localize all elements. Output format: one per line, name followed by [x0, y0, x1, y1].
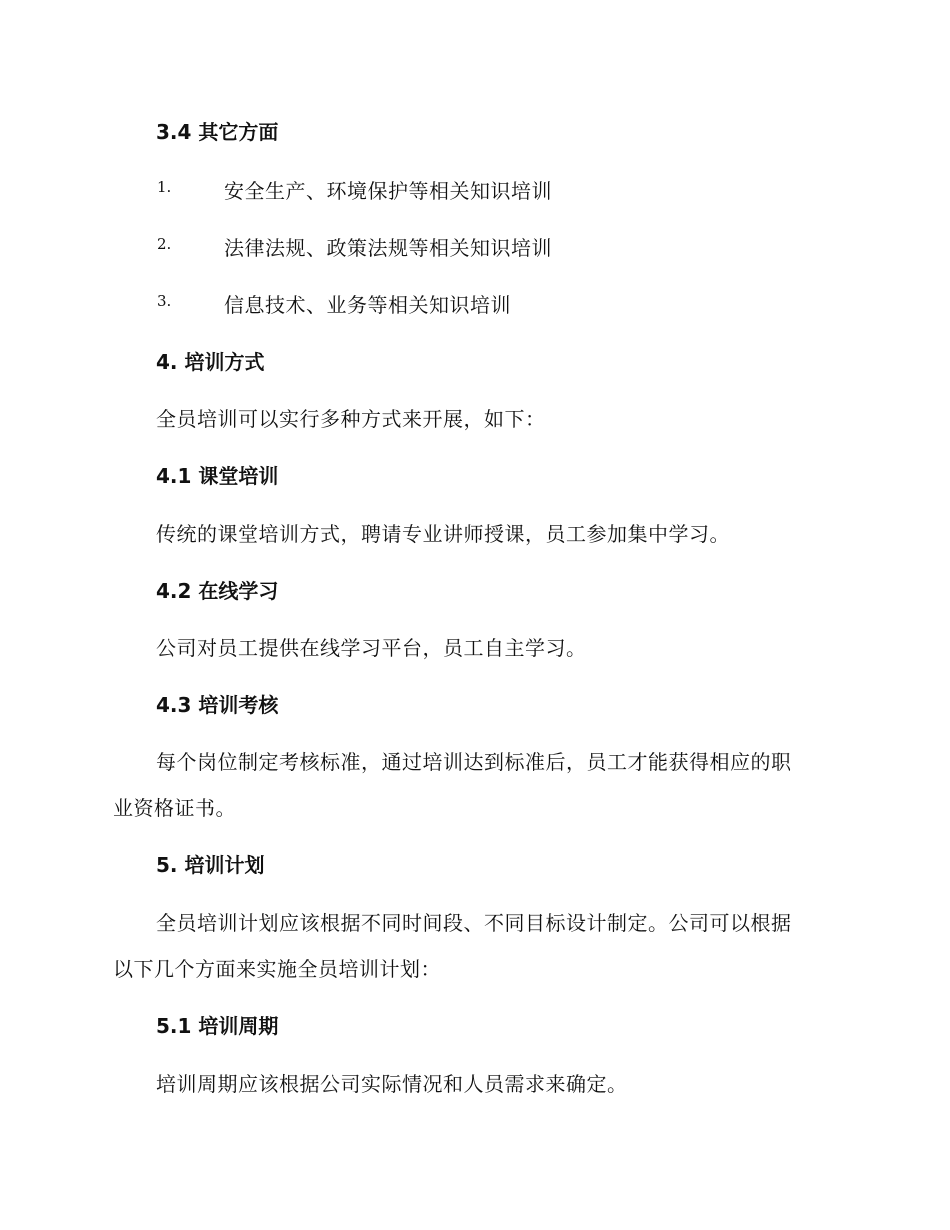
paragraph-4-2: 公司对员工提供在线学习平台，员工自主学习。	[156, 636, 587, 660]
list-item	[0, 289, 950, 315]
paragraph-4-3-line1: 每个岗位制定考核标准，通过培训达到标准后，员工才能获得相应的职	[156, 750, 792, 774]
heading-4-1: 4.1 课堂培训	[156, 464, 279, 488]
heading-4: 4. 培训方式	[156, 350, 265, 374]
list-item-text: 法律法规、政策法规等相关知识培训	[224, 236, 552, 260]
paragraph-4-3-line2: 业资格证书。	[113, 796, 236, 820]
paragraph-4-intro: 全员培训可以实行多种方式来开展，如下：	[156, 407, 546, 431]
paragraph-5-line2: 以下几个方面来实施全员培训计划：	[113, 957, 441, 981]
paragraph-5-1: 培训周期应该根据公司实际情况和人员需求来确定。	[156, 1072, 628, 1096]
list-item-number: 3.	[157, 292, 172, 310]
list-item-text: 信息技术、业务等相关知识培训	[224, 293, 511, 317]
paragraph-4-1: 传统的课堂培训方式，聘请专业讲师授课，员工参加集中学习。	[156, 522, 730, 546]
heading-4-3: 4.3 培训考核	[156, 693, 279, 717]
list-item	[0, 175, 950, 201]
heading-4-2: 4.2 在线学习	[156, 579, 279, 603]
heading-3-4: 3.4 其它方面	[156, 120, 279, 144]
list-item-text: 安全生产、环境保护等相关知识培训	[224, 179, 552, 203]
heading-5-1: 5.1 培训周期	[156, 1014, 279, 1038]
list-item-number: 2.	[157, 235, 172, 253]
paragraph-5-line1: 全员培训计划应该根据不同时间段、不同目标设计制定。公司可以根据	[156, 911, 792, 935]
list-item-number: 1.	[157, 178, 172, 196]
heading-5: 5. 培训计划	[156, 853, 265, 877]
list-item	[0, 232, 950, 258]
